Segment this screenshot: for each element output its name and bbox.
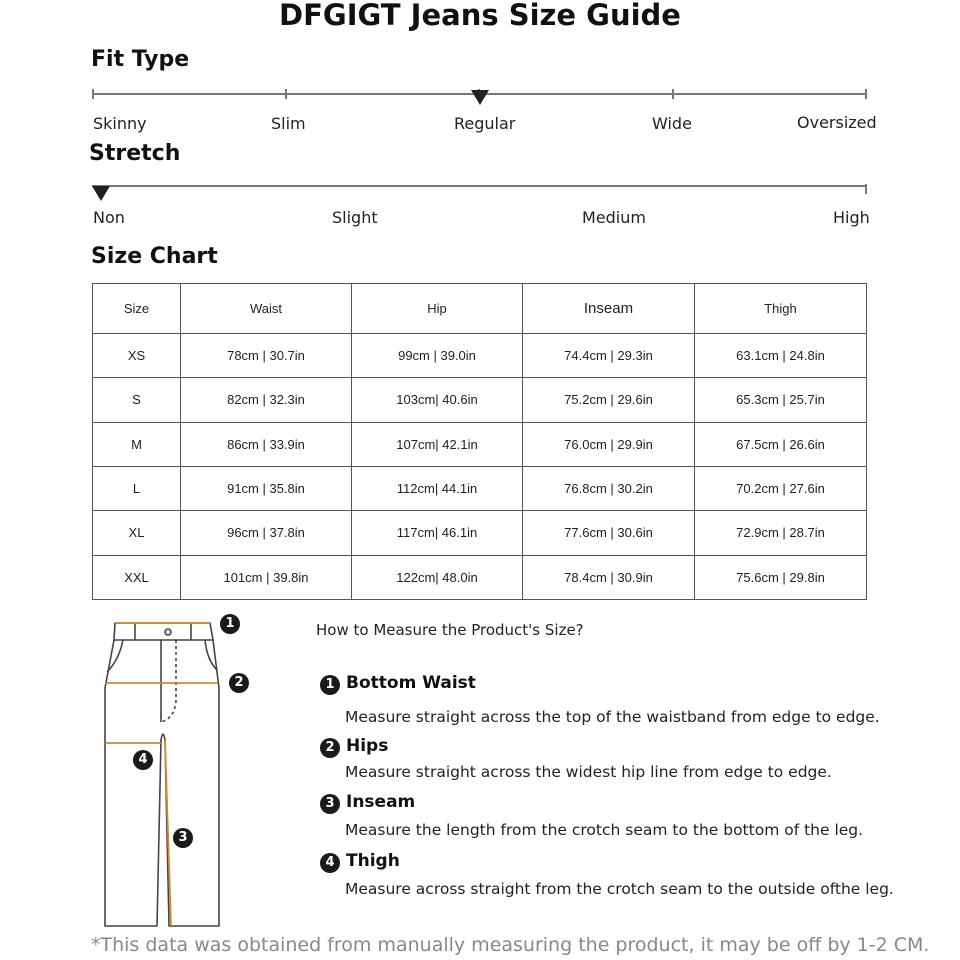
fit-type-option-wide: Wide bbox=[652, 114, 692, 133]
step-4-desc: Measure across straight from the crotch seam to the outside ofthe leg. bbox=[345, 880, 894, 898]
fit-type-scale bbox=[92, 86, 867, 106]
table-cell: 78cm | 30.7in bbox=[181, 333, 352, 377]
step-1-badge: 1 bbox=[320, 675, 340, 695]
pants-diagram bbox=[95, 610, 265, 935]
stretch-option-slight: Slight bbox=[332, 208, 378, 227]
column-header: Thigh bbox=[695, 284, 867, 334]
stretch-option-high: High bbox=[833, 208, 870, 227]
table-cell: 67.5cm | 26.6in bbox=[695, 422, 867, 466]
table-cell: 101cm | 39.8in bbox=[181, 555, 352, 599]
step-2-desc: Measure straight across the widest hip line from edge to edge. bbox=[345, 763, 832, 781]
table-cell: M bbox=[93, 422, 181, 466]
table-header-row bbox=[93, 284, 867, 334]
step-4-name: Thigh bbox=[346, 851, 400, 871]
stretch-scale bbox=[92, 180, 867, 204]
diagram-badge-3: 3 bbox=[173, 828, 193, 848]
table-cell: 107cm| 42.1in bbox=[352, 422, 523, 466]
column-header: Inseam bbox=[523, 284, 695, 334]
step-1-name: Bottom Waist bbox=[346, 673, 476, 693]
fit-type-option-slim: Slim bbox=[271, 114, 306, 133]
table-cell: 65.3cm | 25.7in bbox=[695, 378, 867, 422]
size-chart-table bbox=[92, 283, 867, 600]
how-to-measure-title: How to Measure the Product's Size? bbox=[316, 621, 584, 639]
column-header: Hip bbox=[352, 284, 523, 334]
table-cell: 76.0cm | 29.9in bbox=[523, 422, 695, 466]
table-cell: S bbox=[93, 378, 181, 422]
table-cell: 86cm | 33.9in bbox=[181, 422, 352, 466]
step-3-desc: Measure the length from the crotch seam to the bottom of the leg. bbox=[345, 821, 864, 839]
table-cell: 122cm| 48.0in bbox=[352, 555, 523, 599]
column-header: Waist bbox=[181, 284, 352, 334]
fit-type-heading: Fit Type bbox=[91, 47, 190, 72]
table-cell: 103cm| 40.6in bbox=[352, 378, 523, 422]
fit-type-option-regular: Regular bbox=[454, 114, 516, 133]
diagram-badge-2: 2 bbox=[229, 673, 249, 693]
fit-type-marker-icon bbox=[471, 90, 489, 105]
table-cell: 72.9cm | 28.7in bbox=[695, 511, 867, 555]
stretch-heading: Stretch bbox=[89, 141, 181, 166]
fit-type-option-oversized: Oversized bbox=[797, 113, 877, 132]
table-cell: 82cm | 32.3in bbox=[181, 378, 352, 422]
size-chart-heading: Size Chart bbox=[91, 244, 218, 269]
step-2-badge: 2 bbox=[320, 738, 340, 758]
step-4-badge: 4 bbox=[320, 853, 340, 873]
table-cell: XXL bbox=[93, 555, 181, 599]
table-cell: 74.4cm | 29.3in bbox=[523, 333, 695, 377]
column-header: Size bbox=[93, 284, 181, 334]
table-cell: 91cm | 35.8in bbox=[181, 466, 352, 510]
table-row bbox=[93, 378, 867, 422]
table-cell: 112cm| 44.1in bbox=[352, 466, 523, 510]
table-cell: 77.6cm | 30.6in bbox=[523, 511, 695, 555]
table-row bbox=[93, 555, 867, 599]
stretch-marker-icon bbox=[92, 186, 110, 201]
step-2-name: Hips bbox=[346, 736, 389, 756]
diagram-badge-1: 1 bbox=[220, 614, 240, 634]
diagram-badge-4: 4 bbox=[133, 750, 153, 770]
table-cell: 75.2cm | 29.6in bbox=[523, 378, 695, 422]
table-cell: 99cm | 39.0in bbox=[352, 333, 523, 377]
table-cell: 75.6cm | 29.8in bbox=[695, 555, 867, 599]
stretch-option-medium: Medium bbox=[582, 208, 646, 227]
table-cell: XL bbox=[93, 511, 181, 555]
step-3-name: Inseam bbox=[346, 792, 416, 812]
table-cell: XS bbox=[93, 333, 181, 377]
stretch-option-non: Non bbox=[93, 208, 125, 227]
step-1-desc: Measure straight across the top of the waistband from edge to edge. bbox=[345, 708, 880, 726]
table-row bbox=[93, 422, 867, 466]
table-row bbox=[93, 511, 867, 555]
page-title: DFGIGT Jeans Size Guide bbox=[279, 0, 681, 32]
table-cell: L bbox=[93, 466, 181, 510]
table-cell: 70.2cm | 27.6in bbox=[695, 466, 867, 510]
table-row bbox=[93, 466, 867, 510]
table-cell: 78.4cm | 30.9in bbox=[523, 555, 695, 599]
fit-type-option-skinny: Skinny bbox=[93, 114, 147, 133]
table-cell: 63.1cm | 24.8in bbox=[695, 333, 867, 377]
pants-outline bbox=[105, 623, 219, 926]
step-3-badge: 3 bbox=[320, 794, 340, 814]
footnote: *This data was obtained from manually measuring the product, it may be off by 1-2 CM. bbox=[91, 934, 930, 956]
table-cell: 96cm | 37.8in bbox=[181, 511, 352, 555]
table-row bbox=[93, 333, 867, 377]
table-cell: 117cm| 46.1in bbox=[352, 511, 523, 555]
table-cell: 76.8cm | 30.2in bbox=[523, 466, 695, 510]
